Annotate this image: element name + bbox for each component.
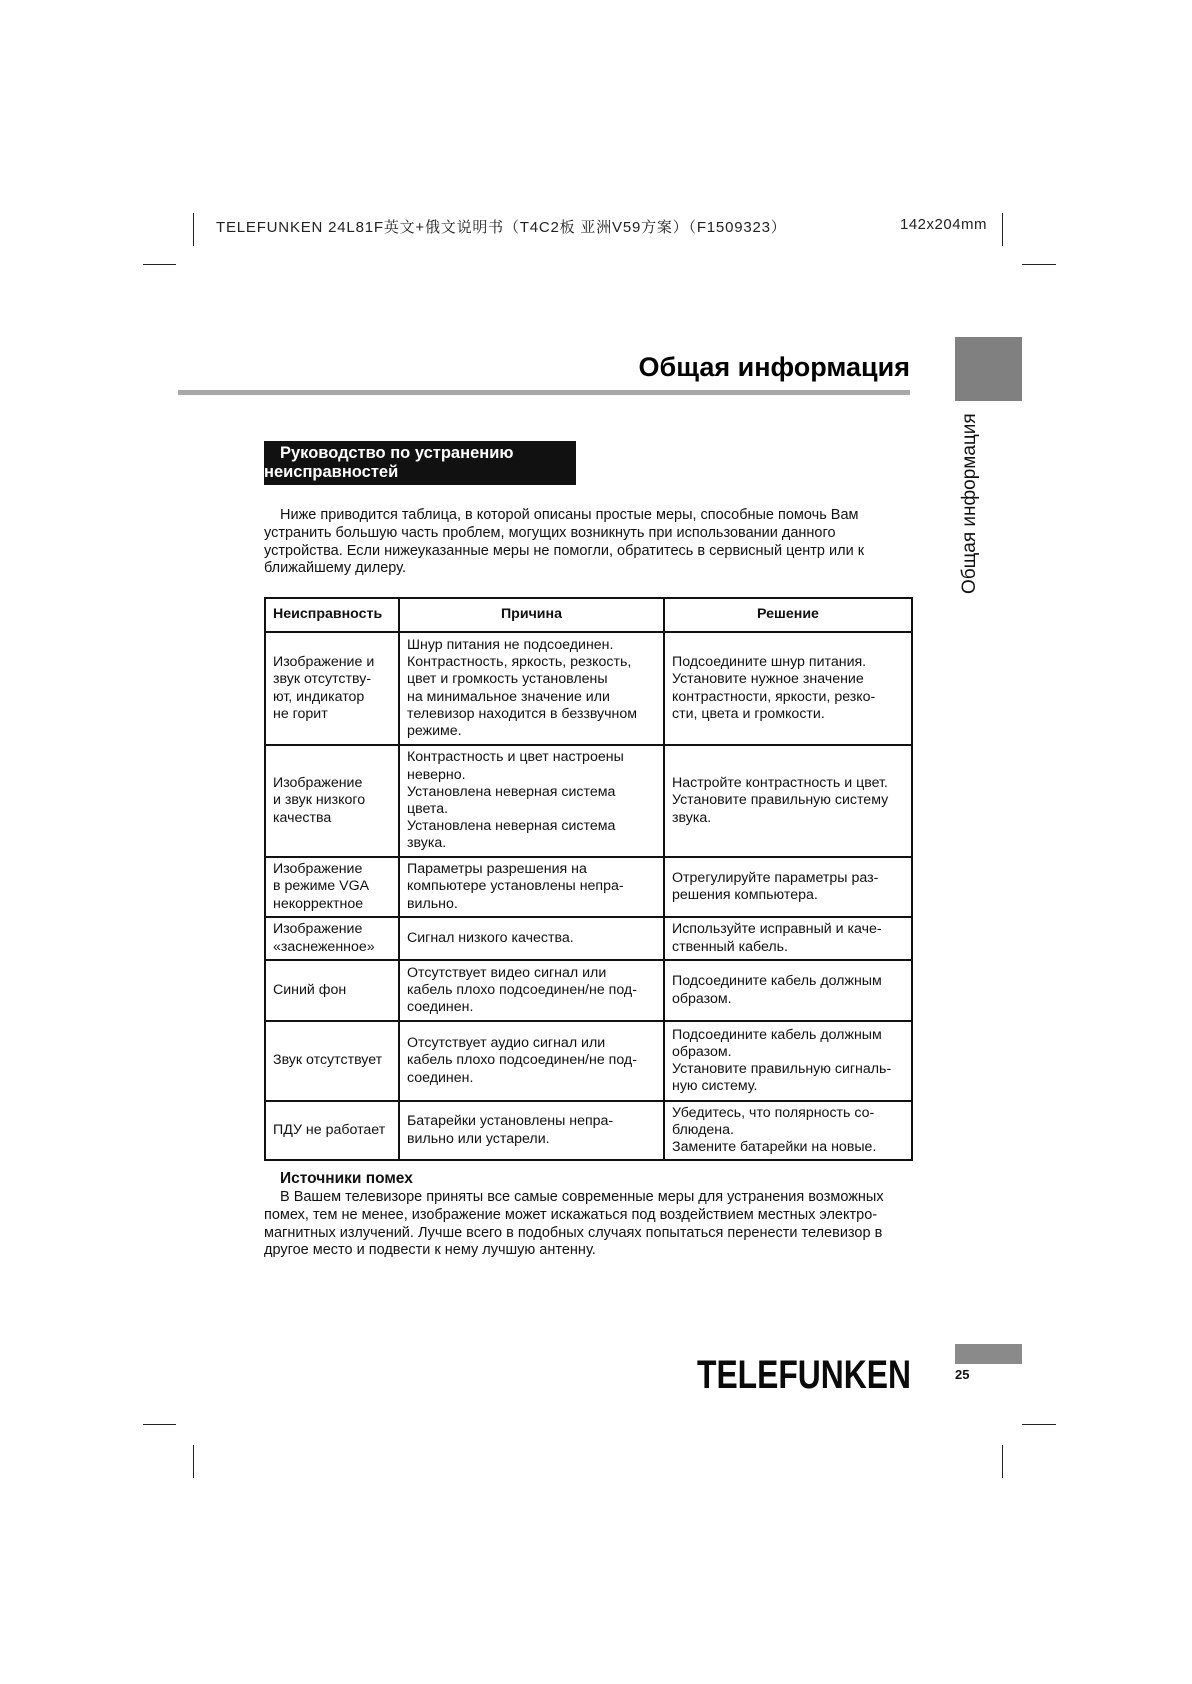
cell-line: вильно. <box>407 895 458 912</box>
cell-line: ственный кабель. <box>672 938 789 955</box>
column-header-cause: Причина <box>399 598 664 632</box>
cell-line: режиме. <box>407 722 462 739</box>
cell-line: Установлена неверная система <box>407 818 616 835</box>
title-divider <box>178 390 910 395</box>
solution-cell <box>664 1021 912 1101</box>
cell-line: качества <box>273 809 332 826</box>
telefunken-logo <box>696 1353 912 1393</box>
problem-cell <box>265 857 399 917</box>
cell-line: ную систему. <box>672 1078 758 1095</box>
cell-line: Изображение <box>273 861 363 878</box>
cell-line: блюдена. <box>672 1121 734 1138</box>
interference-paragraph: В Вашем телевизоре приняты все самые современные меры для устранения возможных помех, тем не менее, изображение может искажаться под воздействием местных электро-магнитных излучений. Лучше всего в подобных случаях попытаться перенести телевизор в другое место и подвести к нему лучшую антенну. <box>264 1189 884 1259</box>
cell-line: Установлена неверная система <box>407 783 616 800</box>
intro-paragraph: Ниже приводится таблица, в которой описаны простые меры, способные помочь Вам устранить большую часть проблем, могущих возникнуть при использовании данного устройства. Если нижеуказанные меры не помогли, обратитесь в сервисный центр или к ближайшему дилеру. <box>264 507 865 577</box>
cell-line: Шнур питания не подсоединен. <box>407 636 614 653</box>
cell-line: Контрастность, яркость, резкость, <box>407 654 632 671</box>
cell-line: Отрегулируйте параметры раз- <box>672 869 879 886</box>
cell-line: образом. <box>672 1043 732 1060</box>
table-row <box>265 917 912 960</box>
cell-line: цвета. <box>407 801 449 817</box>
cell-line: цвет и громкость установлены <box>407 671 608 688</box>
crop-mark <box>1002 1445 1003 1478</box>
cause-cell <box>399 745 664 857</box>
cell-line: Синий фон <box>273 981 347 998</box>
cell-line: звука. <box>672 809 712 826</box>
cell-line: Изображение <box>273 921 363 938</box>
page-title: Общая информация <box>638 352 910 382</box>
solution-cell <box>664 960 912 1021</box>
cause-cell <box>399 1101 664 1160</box>
cell-line: кабель плохо подсоединен/не под- <box>407 981 637 998</box>
cell-line: контрастности, яркости, резко- <box>672 688 876 705</box>
logo-text: TELEFUNKEN <box>697 1353 911 1393</box>
column-header-solution: Решение <box>664 598 912 632</box>
crop-mark <box>193 213 194 246</box>
cell-line: Установите нужное значение <box>672 671 864 688</box>
cell-line: Контрастность и цвет настроены <box>407 749 624 766</box>
side-tab-label: Общая информация <box>959 413 980 594</box>
side-tab-marker <box>955 337 1022 401</box>
table-row <box>265 1021 912 1101</box>
side-tab <box>955 414 985 594</box>
cell-line: образом. <box>672 990 732 1007</box>
problem-cell <box>265 960 399 1021</box>
cell-line: вильно или устарели. <box>407 1130 550 1147</box>
cell-line: и звук низкого <box>273 792 366 809</box>
cell-line: Изображение и <box>273 654 375 671</box>
cause-cell <box>399 632 664 745</box>
cell-line: Сигнал низкого качества. <box>407 929 574 946</box>
cell-line: ют, индикатор <box>273 688 365 705</box>
cell-line: некорректное <box>273 895 364 912</box>
cell-line: неверно. <box>407 766 466 783</box>
crop-mark <box>143 1424 176 1425</box>
cell-line: Батарейки установлены непра- <box>407 1113 614 1130</box>
solution-cell <box>664 857 912 917</box>
crop-mark <box>143 264 176 265</box>
solution-cell <box>664 1101 912 1160</box>
print-header: TELEFUNKEN 24L81F英文+俄文说明书（T4C2板 亚洲V59方案）（F1509323） <box>216 219 787 236</box>
cell-line: Установите правильную сигналь- <box>672 1061 892 1077</box>
table-row <box>265 632 912 745</box>
cell-line: Подсоедините кабель должным <box>672 973 882 990</box>
cell-line: Параметры разрешения на <box>407 861 587 878</box>
cell-line: Замените батарейки на новые. <box>672 1139 877 1156</box>
table-row <box>265 857 912 917</box>
section-heading-line: Руководство по устранению <box>280 444 514 462</box>
print-size: 142x204mm <box>900 216 988 233</box>
cell-line: звука. <box>407 835 447 852</box>
interference-heading: Источники помех <box>280 1170 413 1187</box>
section-heading <box>264 441 576 485</box>
cause-cell <box>399 857 664 917</box>
cell-line: соединен. <box>407 999 474 1016</box>
crop-mark <box>1022 1424 1056 1425</box>
column-header-problem: Неисправность <box>265 598 399 632</box>
problem-cell <box>265 917 399 960</box>
crop-mark <box>193 1445 194 1478</box>
cell-line: в режиме VGA <box>273 878 370 895</box>
table-row <box>265 745 912 857</box>
cell-line: Звук отсутствует <box>273 1052 383 1069</box>
cell-line: Отсутствует видео сигнал или <box>407 964 607 981</box>
solution-cell <box>664 917 912 960</box>
table-row <box>265 1101 912 1160</box>
cell-line: телевизор находится в беззвучном <box>407 705 638 722</box>
cell-line: Изображение <box>273 775 363 792</box>
troubleshooting-table <box>264 597 913 1161</box>
cell-line: Установите правильную систему <box>672 792 889 809</box>
cell-line: ПДУ не работает <box>273 1121 386 1138</box>
cell-line: сти, цвета и громкости. <box>672 705 825 722</box>
cause-cell <box>399 917 664 960</box>
problem-cell <box>265 1101 399 1160</box>
table-row <box>265 960 912 1021</box>
cell-line: соединен. <box>407 1069 474 1086</box>
cell-line: Используйте исправный и каче- <box>672 921 882 938</box>
cell-line: не горит <box>273 705 328 722</box>
section-heading-line: неисправностей <box>264 463 399 481</box>
cause-cell <box>399 1021 664 1101</box>
table-header-row <box>265 598 912 632</box>
cell-line: Отсутствует аудио сигнал или <box>407 1035 606 1052</box>
cell-line: на минимальное значение или <box>407 688 610 705</box>
crop-mark <box>1022 264 1056 265</box>
cell-line: компьютере установлены непра- <box>407 878 624 895</box>
solution-cell <box>664 745 912 857</box>
cell-line: звук отсутству- <box>273 671 372 688</box>
problem-cell <box>265 745 399 857</box>
problem-cell <box>265 632 399 745</box>
cell-line: кабель плохо подсоединен/не под- <box>407 1052 637 1069</box>
solution-cell <box>664 632 912 745</box>
page-number: 25 <box>955 1367 970 1382</box>
crop-mark <box>1002 213 1003 246</box>
cell-line: Настройте контрастность и цвет. <box>672 775 888 792</box>
cell-line: Убедитесь, что полярность со- <box>672 1104 875 1121</box>
page-number-bar <box>955 1344 1022 1364</box>
cell-line: «заснеженное» <box>273 938 375 955</box>
cell-line: Подсоедините шнур питания. <box>672 654 867 671</box>
problem-cell <box>265 1021 399 1101</box>
cell-line: решения компьютера. <box>672 887 818 903</box>
cell-line: Подсоедините кабель должным <box>672 1026 882 1043</box>
cause-cell <box>399 960 664 1021</box>
